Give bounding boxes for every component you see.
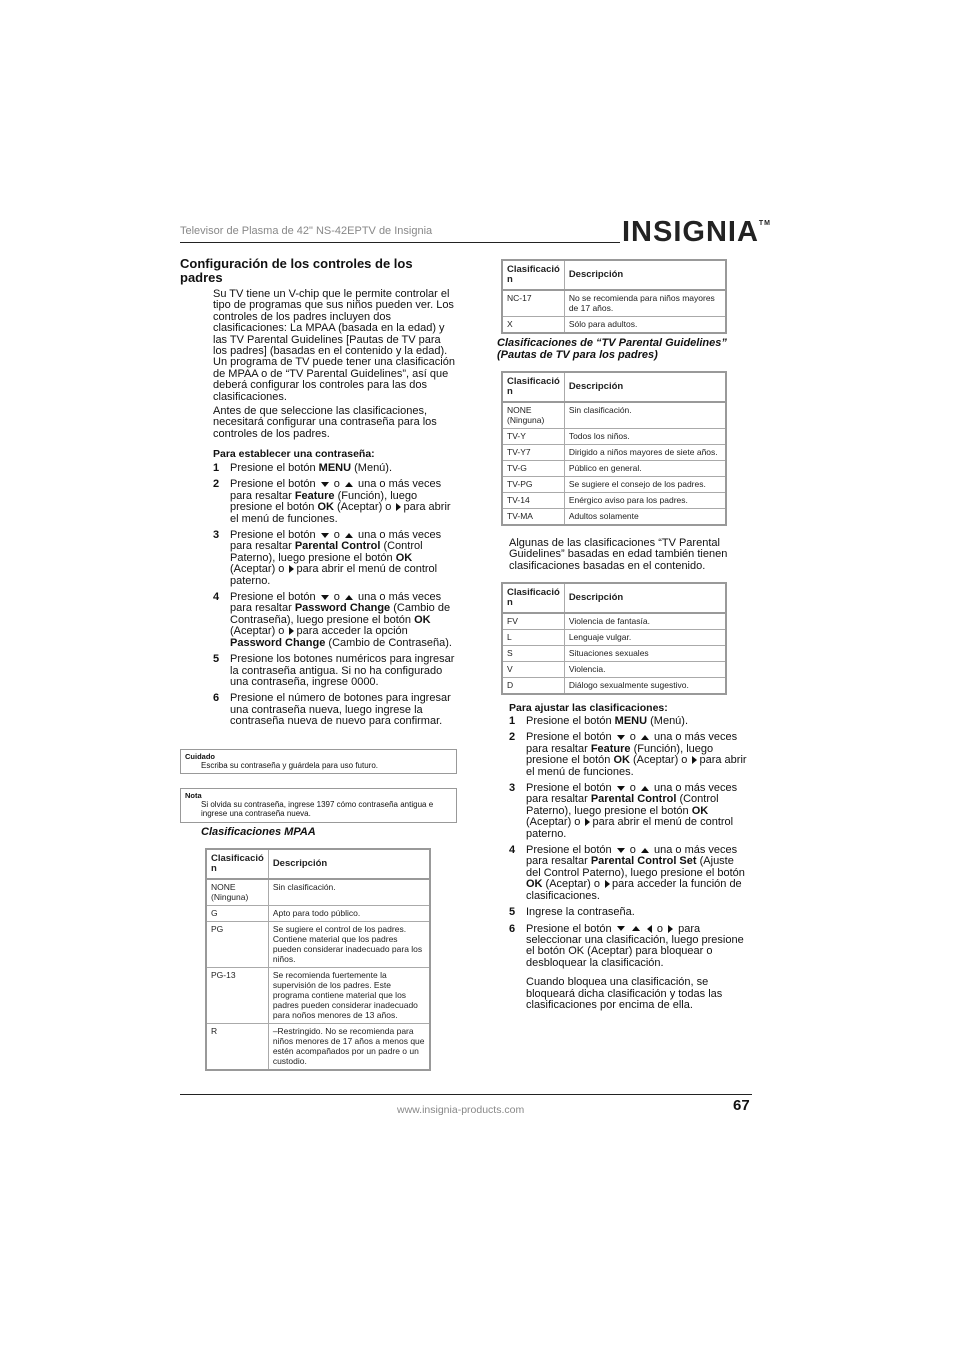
adj-step-4 [509,845,751,902]
table-row [206,922,430,968]
up-arrow-icon [641,848,649,853]
step-text: Presione el botón [526,844,612,857]
caution-text: Escriba su contraseña y guárdela para uso futuro. [201,761,378,770]
pw-step-6 [213,693,456,727]
mpaa-table [205,848,431,1071]
description-cell: Lenguaje vulgar. [564,630,726,646]
step-text: o [629,731,636,744]
rating-cell: L [502,630,564,646]
step-bold: Parental Control Set [590,855,697,868]
table-row [502,429,726,445]
step-number: 4 [213,591,220,604]
col-header-rating: Clasificació n [502,583,564,613]
note-label: Nota [185,791,202,800]
description-cell: No se recomienda para niños mayores de 17 años. [564,290,726,317]
table-header-row [206,849,430,879]
caution-label: Cuidado [185,752,215,761]
section-heading: Configuración de los controles de los padres [180,256,413,285]
down-arrow-icon [321,595,329,600]
step-bold: Feature [590,742,631,755]
description-cell: Sin clasificación. [564,402,726,429]
description-cell: Violencia. [564,662,726,678]
step-text: Presione el botón [526,782,612,795]
description-cell: Diálogo sexualmente sugestivo. [564,678,726,695]
rating-cell: R [206,1024,268,1071]
step-text: (Cambio de Contraseña). [325,636,452,649]
col-header-description: Descripción [268,849,430,879]
description-cell: Dirigido a niños mayores de siete años. [564,445,726,461]
footer-url: www.insignia-products.com [397,1104,525,1116]
rating-cell: TV-Y7 [502,445,564,461]
rating-cell: NONE (Ninguna) [502,402,564,429]
table-row [502,493,726,509]
description-cell: Adultos solamente [564,509,726,526]
step-text: Presione el botón [230,529,316,542]
down-arrow-icon [321,533,329,538]
step-bold: MENU [318,462,352,474]
step-bold: OK [317,501,334,514]
description-cell: Violencia de fantasía. [564,613,726,630]
intro-paragraph-2: Antes de que seleccione las clasificaciones, necesitará configurar una contraseña para los controles de los padres. [213,405,437,440]
step-text: Presione los botones numéricos para ingresar la contraseña antigua. Si no ha configurado una contraseña, ingrese 0000. [230,653,455,688]
up-arrow-icon [345,482,353,487]
rating-cell: TV-PG [502,477,564,493]
page-number: 67 [733,1097,750,1114]
content-table [501,582,727,695]
right-arrow-icon [289,627,294,635]
description-cell: Situaciones sexuales [564,646,726,662]
rating-cell: G [206,906,268,922]
step-text: Presione el botón [526,922,612,935]
down-arrow-icon [617,786,625,791]
adjust-steps [509,716,751,1011]
step-text: (Aceptar) o [526,816,581,829]
rating-cell: NC-17 [502,290,564,317]
table-row [502,509,726,526]
up-arrow-icon [632,926,640,931]
step-number: 6 [213,692,220,705]
description-cell: Apto para todo público. [268,906,430,922]
pw-step-1 [213,463,456,474]
closing-paragraph: Cuando bloquea una clasificación, se bloqueará dicha clasificación y todas las clasificaciones por encima de ella. [526,976,723,1011]
tv-guidelines-caption: Clasificaciones de “TV Parental Guidelines” (Pautas de TV para los padres) [497,337,727,361]
step-text: para seleccionar una clasificación, luego presione el botón OK (Aceptar) para bloquear o desbloquear la clasificación. [526,922,744,969]
table-row [206,968,430,1024]
step-number: 4 [509,844,516,857]
step-number: 1 [509,715,516,727]
description-cell: –Restringido. No se recomienda para niños menores de 17 años a menos que estén acompañados por un padre o un custodio. [268,1024,430,1071]
step-text: (Aceptar) o [629,754,688,767]
step-text: para abrir el menú de funciones. [230,501,451,525]
description-cell: Sin clasificación. [268,879,430,906]
step-text: (Control Paterno), luego presione el botón [526,793,719,817]
rating-cell: D [502,678,564,695]
pw-step-3 [213,530,456,587]
step-text: o [333,478,340,491]
step-number: 2 [509,731,516,744]
intro-paragraph: Su TV tiene un V-chip que le permite controlar el tipo de programas que sus niños pueden ver. Los controles de los padres incluyen dos clasificaciones: La MPAA (basada en la edad) y las TV Parental Guidelines [Pautas de TV para los padres] (basadas en el contenido y la edad). Un programa de TV puede tener una clasificación de MPAA o de “TV Parental Guidelines”, así que deberá configurar los controles para las dos clasificaciones. [213,288,455,403]
step-bold: Parental Control [590,793,677,806]
step-number: 5 [509,906,516,919]
right-arrow-icon [605,880,610,888]
tv-note-paragraph: Algunas de las clasificaciones “TV Parental Guidelines” basadas en edad también tienen clasificaciones basadas en el contenido. [509,537,728,572]
step-text: para abrir el menú de funciones. [526,754,747,778]
pw-step-4 [213,592,456,649]
password-heading: Para establecer una contraseña: [213,448,375,461]
step-text: (Menú). [647,715,689,727]
col-header-rating: Clasificació n [502,372,564,402]
rating-cell: TV-MA [502,509,564,526]
step-text: (Menú). [351,462,393,474]
step-number: 5 [213,653,220,666]
step-text: o [656,922,663,935]
step-text: Presione el botón [230,478,316,491]
description-cell: Se sugiere el consejo de los padres. [564,477,726,493]
rating-cell: TV-G [502,461,564,477]
step-text: una o más veces para resaltar [230,478,442,502]
adj-step-5 [509,907,751,918]
pw-step-5 [213,654,456,688]
down-arrow-icon [617,926,625,931]
step-text: (Cambio de Contraseña), luego presione el botón [230,602,451,626]
description-cell: Sólo para adultos. [564,317,726,334]
step-text: (Aceptar) o [230,625,285,638]
step-bold: Password Change [230,636,326,649]
step-text: Presione el botón [526,715,615,727]
adjust-heading: Para ajustar las clasificaciones: [509,702,668,714]
right-arrow-icon [668,925,673,933]
step-text: para abrir el menú de control paterno. [230,563,438,587]
description-cell: Todos los niños. [564,429,726,445]
left-heading-wrap [180,257,440,285]
rating-cell: S [502,646,564,662]
step-text: o [629,782,636,795]
rating-cell: TV-14 [502,493,564,509]
step-text: (Función), luego presione el botón [526,742,714,767]
step-text: Presione el número de botones para ingresar una contraseña nueva, luego ingrese la contraseña nueva de nuevo para confirmar. [230,692,451,728]
tv-guidelines-table [501,371,727,526]
step-text: para acceder la función de clasificaciones. [526,878,742,902]
table-row [206,879,430,906]
step-text: (Aceptar) o [333,501,392,514]
adj-step-1 [509,716,751,727]
header-title: Televisor de Plasma de 42" NS-42EPTV de Insignia [180,225,433,237]
up-arrow-icon [345,533,353,538]
step-bold: Password Change [294,602,391,615]
description-cell: Se recomienda fuertemente la supervisión de los padres. Este programa contiene material que los padres pueden considerar inadecuado para noños menores de 13 años. [268,968,430,1024]
table-row [502,646,726,662]
table-row [206,1024,430,1071]
table-row [502,290,726,317]
logo-tm: TM [758,220,772,227]
table-row [502,461,726,477]
step-text: para acceder la opción [296,625,408,638]
step-bold: OK [395,551,413,564]
step-text: Presione el botón [230,462,319,474]
right-arrow-icon [396,503,401,511]
step-number: 1 [213,462,220,474]
mpaa-cont-table [501,259,727,334]
rating-cell: NONE (Ninguna) [206,879,268,906]
rating-cell: TV-Y [502,429,564,445]
col-header-rating: Clasificació n [502,260,564,290]
table-row [502,402,726,429]
table-row [502,662,726,678]
step-text: (Ajuste del Control Paterno), luego presione el botón [526,855,745,879]
step-text: una o más veces para resaltar [230,529,442,553]
step-text: Presione el botón [526,731,612,744]
down-arrow-icon [617,735,625,740]
rating-cell: PG-13 [206,968,268,1024]
rating-cell: X [502,317,564,334]
note-box [180,788,457,823]
step-bold: OK [526,878,543,891]
footer-rule [180,1094,752,1095]
rating-cell: V [502,662,564,678]
table-header-row [502,260,726,290]
table-row [502,317,726,334]
pw-step-2 [213,479,456,525]
col-header-description: Descripción [564,583,726,613]
table-header-row [502,372,726,402]
step-text: una o más veces para resaltar [526,844,738,868]
step-number: 3 [213,529,220,542]
caution-box [180,749,457,774]
step-text: Presione el botón [230,591,316,604]
left-body [213,289,456,465]
step-text: (Aceptar) o [230,563,285,576]
table-row [502,445,726,461]
down-arrow-icon [321,482,329,487]
up-arrow-icon [641,786,649,791]
step-bold: Feature [294,489,335,502]
table-row [502,477,726,493]
step-text: o [629,844,636,857]
table-row [502,613,726,630]
step-bold: OK [414,613,431,626]
table-row [502,630,726,646]
step-text: (Control Paterno), luego presione el botón [230,540,423,564]
step-bold: MENU [614,715,648,727]
step-text: una o más veces para resaltar [526,731,738,755]
mpaa-caption: Clasificaciones MPAA [201,826,316,838]
step-text: una o más veces para resaltar [526,782,738,806]
rating-cell: PG [206,922,268,968]
right-arrow-icon [692,756,697,764]
step-bold: Parental Control [294,540,381,553]
description-cell: Público en general. [564,461,726,477]
step-number: 3 [509,782,516,795]
step-bold: OK [691,804,709,817]
col-header-rating: Clasificació n [206,849,268,879]
adj-step-3 [509,783,751,840]
step-text: o [333,529,340,542]
table-header-row [502,583,726,613]
step-text: Ingrese la contraseña. [526,906,635,919]
table-row [206,906,430,922]
adj-step-2 [509,732,751,778]
col-header-description: Descripción [564,260,726,290]
description-cell: Se sugiere el control de los padres. Contiene material que los padres pueden considerar inadecuado para los niños. [268,922,430,968]
step-number: 6 [509,922,516,935]
left-arrow-icon [647,925,652,933]
table-row [502,678,726,695]
right-arrow-icon [289,565,294,573]
adj-step-6 [509,924,751,970]
step-text: una o más veces para resaltar [230,591,442,615]
up-arrow-icon [641,735,649,740]
step-text: o [333,591,340,604]
insignia-logo [622,216,771,249]
up-arrow-icon [345,595,353,600]
note-text: Si olvida su contraseña, ingrese 1397 cómo contraseña antigua e ingrese una contraseña nueva. [201,800,434,818]
description-cell: Enérgico aviso para los padres. [564,493,726,509]
header-rule [180,242,620,243]
rating-cell: FV [502,613,564,630]
col-header-description: Descripción [564,372,726,402]
logo-text: INSIGNIA [622,216,759,248]
step-text: (Función), luego presione el botón [230,489,418,514]
step-text: (Aceptar) o [542,878,600,891]
right-arrow-icon [585,818,590,826]
password-steps [213,463,456,733]
down-arrow-icon [617,848,625,853]
step-bold: OK [613,754,630,767]
step-number: 2 [213,478,220,491]
step-text: para abrir el menú de control paterno. [526,816,734,840]
